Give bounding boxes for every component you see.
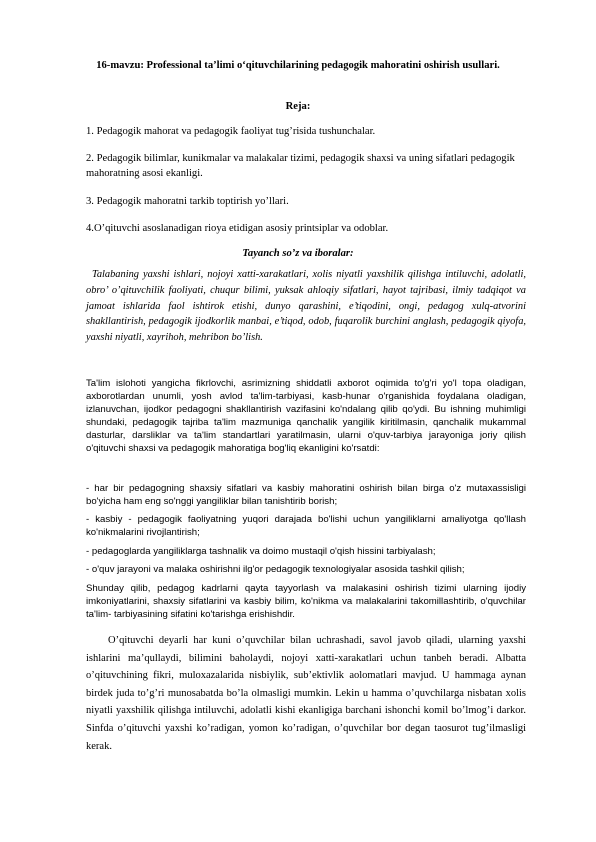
page-title: 16-mavzu: Professional ta’limi o‘qituvchilarining pedagogik mahoratini oshirish usullari. [96,60,500,71]
plan-item: 2. Pedagogik bilimlar, kunikmalar va malakalar tizimi, pedagogik shaxsi va uning sifatlari pedagogik mahoratning asosi ekanligi. [86,153,515,179]
body-paragraph: Shunday qilib, pedagog kadrlarni qayta tayyorlash va malakasini oshirish tizimi ularning ijodiy imkoniyatlarini, shaxsiy sifatlarini va kasbiy bilim, ko'nikma va malakalarini takomillashtirib, o'quvchilar ta'lim- tarbiyasining sifatini ko'tarishga erishishdir. [86,583,526,620]
body-paragraph: Ta'lim islohoti yangicha fikrlovchi, asrimizning shiddatli axborot oqimida to'g'ri yo'l topa oladigan, axborotlardan unumli, yosh avlod ta'lim-tarbiyasi, kasb-hunar o'rganishida foydalana oladigan, izlanuvchan, ijodkor pedagogni shakllantirish vazifasini ko'ndalang qilib qo'ydi. Bu ishning muhimligi shundaki, pedagogik tajriba ta'lim mazmuniga qanchalik yangilik kiritilmasin, qanchalik mukammal dasturlar, darsliklar va ta'lim standartlari yaratilmasin, ularni o'quv-tarbiya jarayoniga joriy qilish o'qituvchi shaxsi va pedagogik mahoratiga bog'liq ekanligini ko'rsatdi: [86,378,526,454]
plan-item: 3. Pedagogik mahoratni tarkib toptirish yo’llari. [86,196,289,207]
keywords-heading: Tayanch so’z va iboralar: [242,248,354,259]
plan-item: 1. Pedagogik mahorat va pedagogik faoliyat tug’risida tushunchalar. [86,126,376,137]
keywords-text: Talabaning yaxshi ishlari, nojoyi xatti-xarakatlari, xolis niyatli yaxshilik qilishga intiluvchi, adolatli, obro’ o’qituvchilik faoliyati, chuqur bilimi, yuksak ahloqiy sifatlari, hayot tajribasi, ilmiy tadqiqot va jamoat ishlarida faol ishtirok etishi, dunyo qarashini, e’tiqodini, ongi, pedagog xulq-atvorini shakllantirish, pedagogik ijodkorlik manbai, e’tiqod, odob, fuqarolik burchini anglash, pedagogik qiyofa, yaxshi niyatli, xayrihoh, mehribon bo’lish. [86,269,526,344]
body-paragraph: O’qituvchi deyarli har kuni o’quvchilar bilan uchrashadi, savol javob qiladi, ularning yaxshi ishlarini ma’qullaydi, bilimini baholaydi, nojoyi xatti-xarakatlari uchun tanbeh beradi. Albatta o’qituvchining fikri, muloxazalarida nisbiylik, sub’ektivlik aolomatlari mavjud. U hammaga aynan birdek juda to’g’ri munosabatda bo’la olmasligi mumkin. Lekin u hamma o’quvchilarga nisbatan xolis niyatli yaxshilik qilishga intiluvchi, adolatli kishi ekanligiga barchani ishonchi komil bo’lmog’i darkor. Sinfda o’qituvchi yaxshi ko’radigan, yomon ko’radigan, o’quvchilar bor degan taosurot tug’ilmasligi kerak. [86,635,526,752]
list-item: - o'quv jarayoni va malaka oshirishni ilg'or pedagogik texnologiyalar asosida tashkil qilish; [86,564,465,575]
plan-item: 4.O’qituvchi asoslanadigan rioya etidigan asosiy printsiplar va odoblar. [86,223,389,234]
list-item: - kasbiy - pedagogik faoliyatning yuqori darajada bo'lishi uchun yangiliklarni amaliyotga qo'llash ko'nikmalarini rivojlantirish; [86,514,526,538]
list-item: - har bir pedagogning shaxsiy sifatlari va kasbiy mahoratini oshirish bilan birga o'z mutaxassisligi bo'yicha ham eng so'nggi yangiliklar bilan tanishtirib borish; [86,483,526,507]
list-item: - pedagoglarda yangiliklarga tashnalik va doimo mustaqil o'qish hissini tarbiyalash; [86,546,436,557]
plan-heading: Reja: [285,101,311,112]
